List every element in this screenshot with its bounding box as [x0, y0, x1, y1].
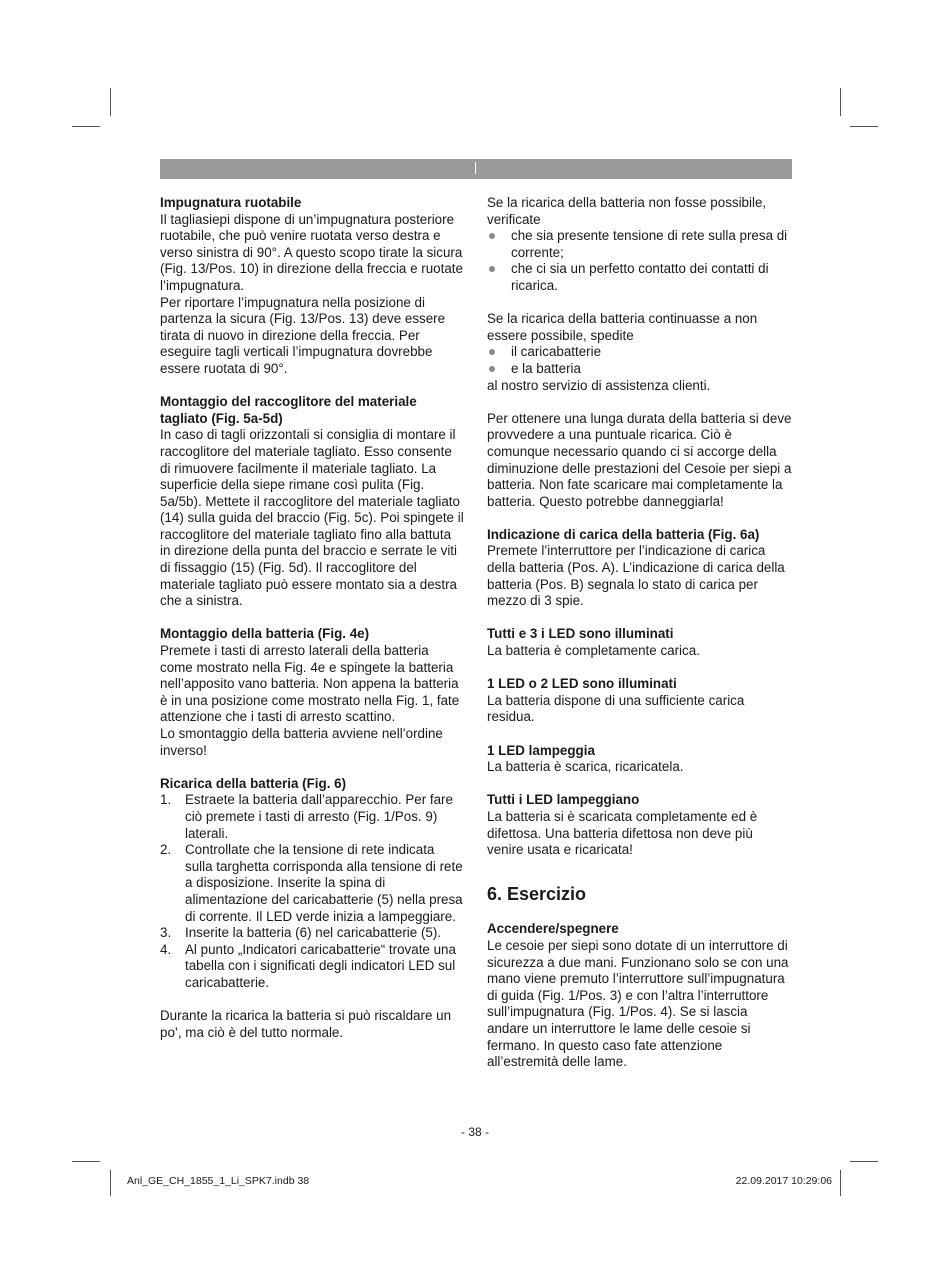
- section-heading: Montaggio del raccoglitore del materiale tagliato (Fig. 5a-5d): [160, 394, 417, 426]
- paragraph: Per riportare l’impugnatura nella posizione di partenza la sicura (Fig. 13/Pos. 13) deve essere tirata di nuovo in direzione della freccia. Per eseguire tagli verticali l’impugnatura dovrebbe essere ruotata di 90°.: [160, 294, 446, 376]
- list-text: Inserite la batteria (6) nel caricabatterie (5).: [185, 925, 442, 941]
- crop-mark: [72, 1161, 100, 1162]
- bullet-item: e la batteria: [487, 361, 792, 378]
- header-bar: [160, 159, 792, 179]
- paragraph: La batteria è scarica, ricaricatela.: [487, 759, 684, 775]
- header-tick: [475, 162, 476, 174]
- right-column: [487, 195, 792, 1071]
- list-number: 3.: [160, 925, 172, 941]
- section-heading: Impugnatura ruotabile: [160, 195, 302, 210]
- paragraph: Premete l’interruttore per l’indicazione di carica della batteria (Pos. A). L’indicazione di carica della batteria (Pos. B) segnala lo stato di carica per mezzo di 3 spie.: [487, 543, 785, 609]
- section-heading: 1 LED lampeggia: [487, 742, 595, 758]
- list-number: 2.: [160, 842, 172, 858]
- crop-mark: [840, 1170, 841, 1196]
- crop-mark: [850, 126, 878, 127]
- paragraph: In caso di tagli orizzontali si consiglia di montare il raccoglitore del materiale tagliato. Esso consente di rimuovere facilmente il materiale tagliato. La superficie della siepe rimane così pulita (Fig. 5a/5b). Mettete il raccoglitore del materiale tagliato (14) sulla guida del braccio (Fig. 5c). Poi spingete il raccoglitore del materiale tagliato fino alla battuta in direzione della punta del braccio e serrate le viti di fissaggio (15) (Fig. 5d). Il raccoglitore del materiale tagliato può essere montato sia a destra che a sinistra.: [160, 427, 464, 609]
- bullet-list: [487, 228, 792, 294]
- crop-mark: [110, 1170, 111, 1196]
- crop-mark: [850, 1161, 878, 1162]
- left-column: [160, 195, 465, 1041]
- bullet-item: il caricabatterie: [487, 344, 792, 361]
- bullet-list: [487, 344, 792, 377]
- section-heading: Ricarica della batteria (Fig. 6): [160, 775, 347, 791]
- section-heading: Tutti i LED lampeggiano: [487, 792, 640, 808]
- list-item: [160, 842, 465, 925]
- page-number: - 38 -: [460, 1125, 489, 1139]
- paragraph: Premete i tasti di arresto laterali della batteria come mostrato nella Fig. 4e e spingete la batteria nell’apposito vano batteria. Non appena la batteria è in una posizione come mostrato nella Fig. 1, fate attenzione che i tasti di arresto scattino.: [160, 643, 460, 725]
- section-heading: Montaggio della batteria (Fig. 4e): [160, 626, 370, 642]
- list-text: Al punto „Indicatori caricabatterie“ trovate una tabella con i significati degli indicatori LED sul caricabatterie.: [185, 941, 456, 990]
- paragraph: La batteria si è scaricata completamente ed è difettosa. Una batteria difettosa non deve più venire usata e ricaricata!: [487, 808, 758, 858]
- crop-mark: [110, 88, 111, 116]
- list-item: [160, 942, 465, 992]
- list-item: [160, 925, 465, 942]
- paragraph: Lo smontaggio della batteria avviene nell’ordine inverso!: [160, 726, 443, 758]
- paragraph: La batteria è completamente carica.: [487, 643, 700, 659]
- section-heading: Accendere/spegnere: [487, 921, 619, 937]
- paragraph: Le cesoie per siepi sono dotate di un interruttore di sicurezza a due mani. Funzionano solo se con una mano viene premuto l’interruttore sull’impugnatura di guida (Fig. 1/Pos. 3) e con l’altra l’interruttore sull’impugnatura (Fig. 1/Pos. 4). Se si lascia andare un interruttore le lame delle cesoie si fermano. In questo caso fate attenzione all’estremità delle lame.: [487, 937, 789, 1070]
- section-heading: Indicazione di carica della batteria (Fig. 6a): [487, 526, 760, 542]
- list-number: 1.: [160, 792, 172, 808]
- section-heading: Tutti e 3 i LED sono illuminati: [487, 626, 674, 642]
- paragraph: Durante la ricarica la batteria si può riscaldare un po’, ma ciò è del tutto normale.: [160, 1008, 452, 1040]
- list-text: Controllate che la tensione di rete indicata sulla targhetta corrisponda alla tensione di rete a disposizione. Inserite la spina di alimentazione del caricabatterie (5) nella presa di corrente. Il LED verde inizia a lampeggiare.: [185, 842, 463, 924]
- section-heading: 1 LED o 2 LED sono illuminati: [487, 676, 677, 692]
- paragraph: Se la ricarica della batteria continuasse a non essere possibile, spedite: [487, 311, 758, 343]
- numbered-list: [160, 792, 465, 991]
- list-text: Estraete la batteria dall’apparecchio. Per fare ciò premete i tasti di arresto (Fig. 1/Pos. 9) laterali.: [185, 792, 453, 841]
- paragraph: Se la ricarica della batteria non fosse possibile, verificate: [487, 195, 767, 227]
- paragraph: Per ottenere una lunga durata della batteria si deve provvedere a una puntuale ricarica. Ciò è comunque necessario quando ci si accorge della diminuzione delle prestazioni del Cesoie per siepi a batteria. Non fate scaricare mai completamente la batteria. Questo potrebbe danneggiarla!: [487, 410, 792, 509]
- crop-mark: [72, 126, 100, 127]
- list-number: 4.: [160, 941, 172, 957]
- footer-datetime: 22.09.2017 10:29:06: [735, 1175, 832, 1187]
- bullet-item: che sia presente tensione di rete sulla presa di corrente;: [487, 228, 792, 261]
- footer-file: Anl_GE_CH_1855_1_Li_SPK7.indb 38: [127, 1175, 310, 1187]
- paragraph: Il tagliasiepi dispone di un’impugnatura posteriore ruotabile, che può venire ruotata verso destra e verso sinistra di 90°. A questo scopo tirate la sicura (Fig. 13/Pos. 10) in direzione della freccia e ruotate l’impugnatura.: [160, 211, 463, 293]
- paragraph: al nostro servizio di assistenza clienti.: [487, 377, 711, 393]
- crop-mark: [840, 88, 841, 116]
- bullet-item: che ci sia un perfetto contatto dei contatti di ricarica.: [487, 261, 792, 294]
- list-item: [160, 792, 465, 842]
- chapter-title: 6. Esercizio: [487, 883, 587, 904]
- paragraph: La batteria dispone di una sufficiente carica residua.: [487, 692, 745, 725]
